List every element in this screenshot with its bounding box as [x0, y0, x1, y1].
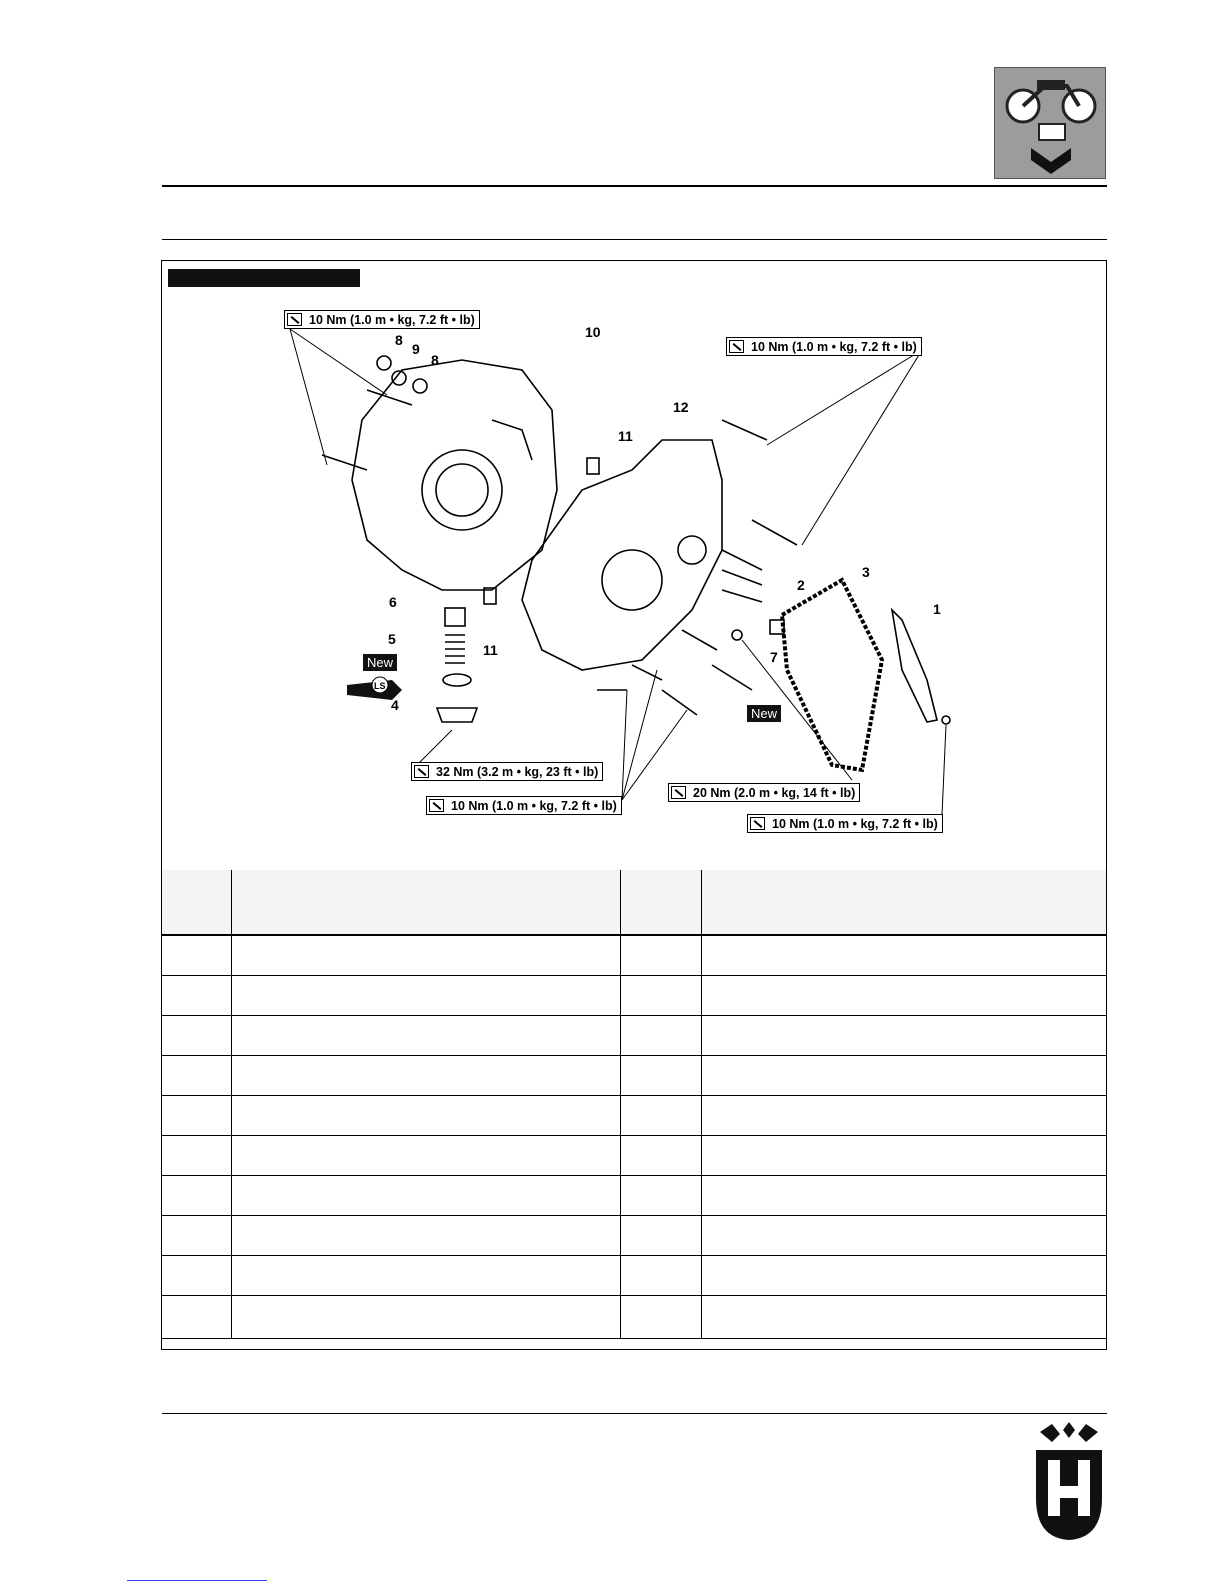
sealing-washer [732, 630, 742, 640]
o-ring [443, 674, 471, 686]
bolt [752, 520, 797, 545]
bolt [722, 420, 767, 440]
bolt [722, 590, 762, 602]
callout-5: 5 [388, 631, 396, 647]
table-row [162, 1296, 1106, 1339]
new-part-tag: New [747, 705, 781, 722]
circlip [413, 379, 427, 393]
subheader-rule [162, 239, 1107, 240]
callout-2: 2 [797, 577, 805, 593]
table-row [162, 1016, 1106, 1056]
table-row [162, 1256, 1106, 1296]
table-row [162, 1136, 1106, 1176]
torque-spec-3: 32 Nm (3.2 m • kg, 23 ft • lb) [411, 762, 603, 781]
lubricant-label: LS [374, 681, 386, 691]
callout-4: 4 [391, 697, 399, 713]
bolt [712, 665, 752, 690]
torque-spec-1: 10 Nm (1.0 m • kg, 7.2 ft • lb) [284, 310, 480, 329]
table-row [162, 1056, 1106, 1096]
motorcycle-engine-section-icon [994, 67, 1106, 179]
torque-spec-2: 10 Nm (1.0 m • kg, 7.2 ft • lb) [726, 337, 922, 356]
timing-chain [782, 580, 882, 770]
bolt [662, 690, 697, 715]
torque-spec-4: 10 Nm (1.0 m • kg, 7.2 ft • lb) [426, 796, 622, 815]
bolt [367, 390, 412, 405]
spring [445, 635, 465, 663]
bolt [322, 455, 367, 470]
callout-10: 10 [585, 324, 601, 340]
bolt [682, 630, 717, 650]
callout-6: 6 [389, 594, 397, 610]
callout-11b: 11 [483, 642, 498, 658]
footer-rule [162, 1413, 1107, 1414]
table-row [162, 1176, 1106, 1216]
callout-8: 8 [395, 332, 403, 348]
callout-7: 7 [770, 649, 778, 665]
header-rule [162, 185, 1107, 187]
section-title-bar [168, 269, 360, 287]
callout-3: 3 [862, 564, 870, 580]
drain-plug [437, 708, 477, 722]
guide-bolt [942, 716, 950, 724]
footer-link-underline [127, 1580, 267, 1581]
chain-guide [892, 610, 937, 722]
new-part-tag: New [363, 654, 397, 671]
husqvarna-logo-icon [1030, 1420, 1108, 1544]
table-row [162, 1216, 1106, 1256]
table-header-row [162, 870, 1106, 935]
table-row [162, 1096, 1106, 1136]
callout-9: 9 [412, 341, 420, 357]
crankcase-exploded-diagram [162, 290, 1106, 850]
table-row [162, 935, 1106, 976]
bolt [632, 665, 662, 680]
callout-12: 12 [673, 399, 689, 415]
callout-11: 11 [618, 428, 633, 444]
parts-table [162, 870, 1106, 1339]
table-row [162, 976, 1106, 1016]
callout-1: 1 [933, 601, 941, 617]
callout-8b: 8 [431, 352, 439, 368]
bolt [722, 550, 762, 570]
circlip [377, 356, 391, 370]
strainer [445, 608, 465, 626]
dowel-pin [587, 458, 599, 474]
bolt [722, 570, 762, 585]
torque-spec-5: 20 Nm (2.0 m • kg, 14 ft • lb) [668, 783, 860, 802]
torque-spec-6: 10 Nm (1.0 m • kg, 7.2 ft • lb) [747, 814, 943, 833]
